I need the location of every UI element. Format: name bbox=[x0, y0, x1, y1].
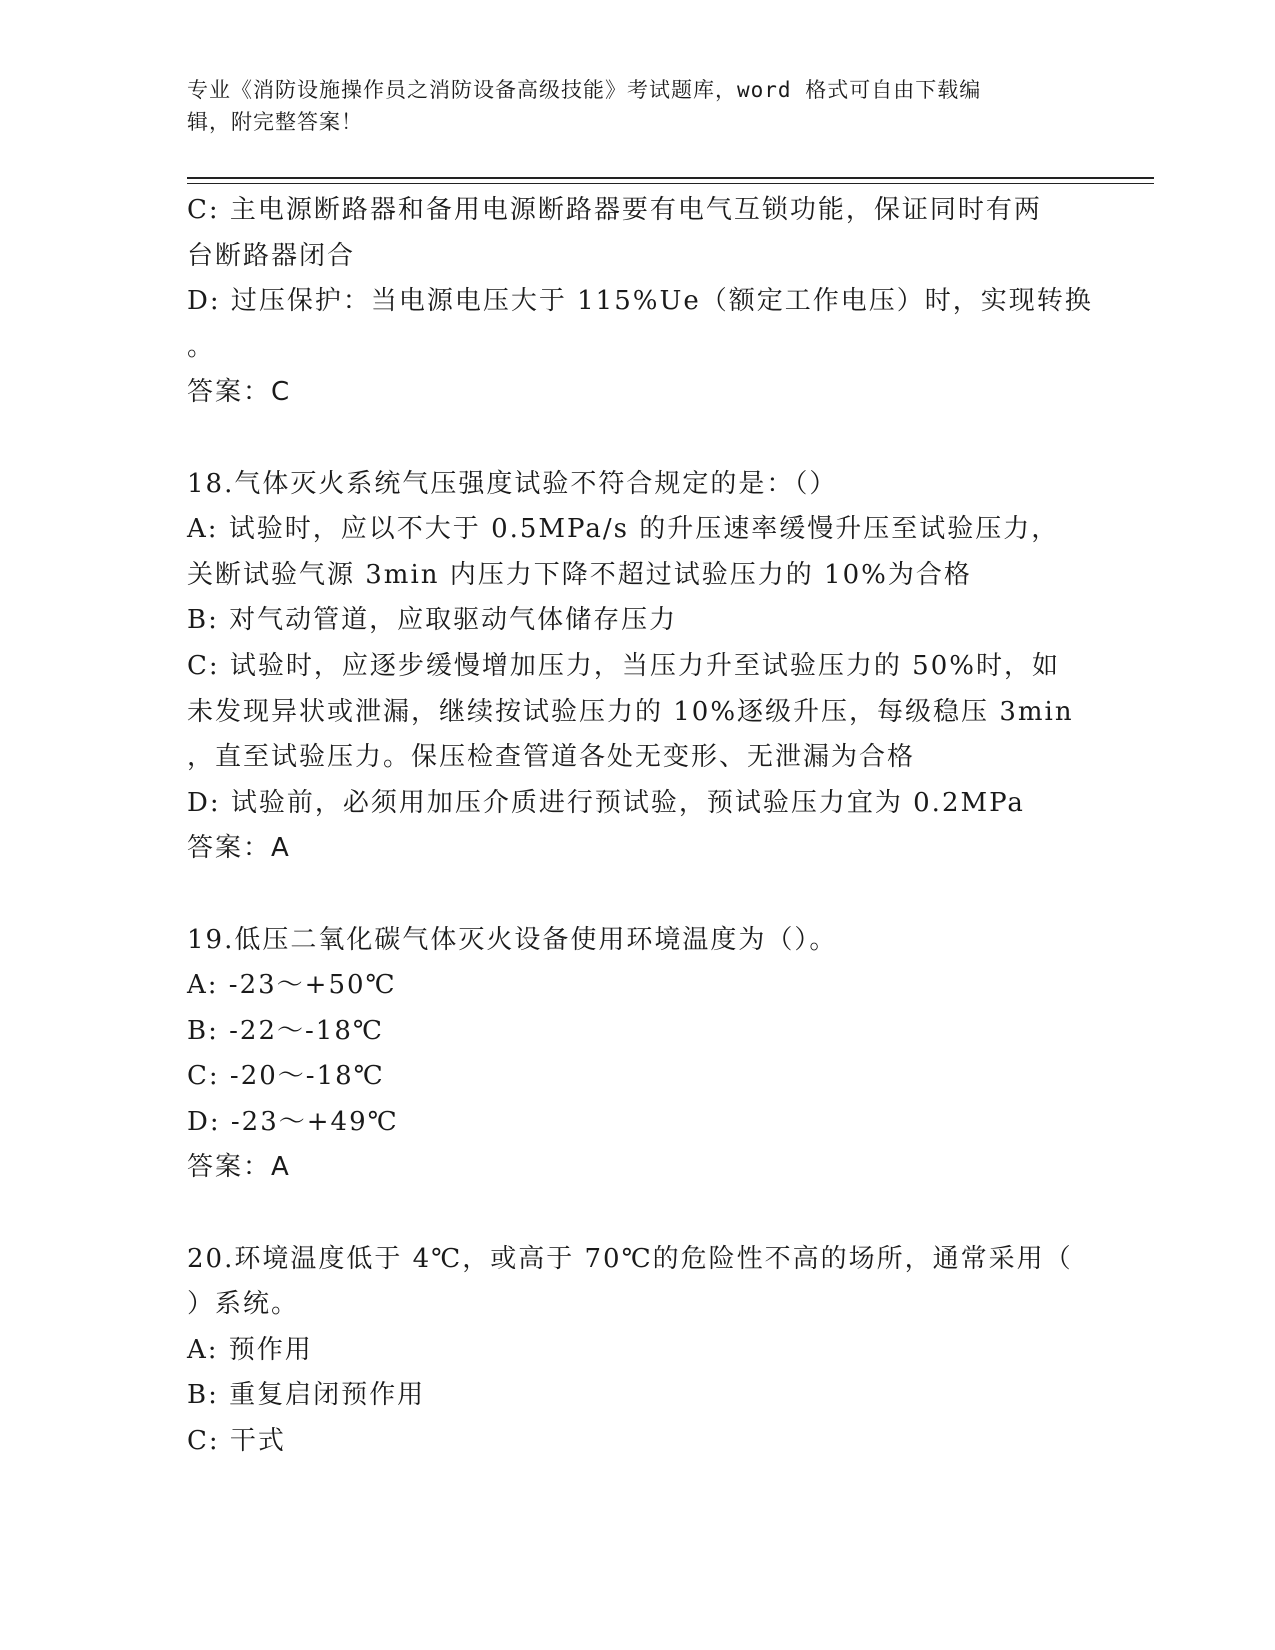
option-a: A: -23～+50℃ bbox=[187, 970, 397, 1001]
answer: 答案：A bbox=[187, 1152, 291, 1183]
option-a-line-1: A: 试验时，应以不大于 0.5MPa/s 的升压速率缓慢升压至试验压力， bbox=[187, 514, 1060, 545]
question-19 bbox=[187, 918, 1087, 1192]
option-c-line-3: ，直至试验压力。保压检查管道各处无变形、无泄漏为合格 bbox=[187, 742, 916, 773]
page-header bbox=[187, 74, 1067, 138]
header-line-2: 辑，附完整答案！ bbox=[187, 110, 363, 134]
question-text-line-1: 20.环境温度低于 4℃，或高于 70℃的危险性不高的场所，通常采用（ bbox=[187, 1243, 1073, 1274]
option-b: B: 对气动管道，应取驱动气体储存压力 bbox=[187, 605, 678, 636]
option-c: C: 干式 bbox=[187, 1426, 286, 1457]
spacer bbox=[187, 1191, 1087, 1237]
spacer bbox=[187, 872, 1087, 918]
option-c-line-2: 未发现异状或泄漏，继续按试验压力的 10%逐级升压，每级稳压 3min bbox=[187, 696, 1074, 727]
option-a-line-2: 关断试验气源 3min 内压力下降不超过试验压力的 10%为合格 bbox=[187, 559, 972, 590]
option-c: C: -20～-18℃ bbox=[187, 1061, 385, 1092]
option-b: B: -22～-18℃ bbox=[187, 1015, 384, 1046]
answer: 答案：C bbox=[187, 377, 292, 408]
question-20 bbox=[187, 1237, 1087, 1465]
question-text: 19.低压二氧化碳气体灭火设备使用环境温度为（）。 bbox=[187, 924, 838, 955]
option-d: D: -23～+49℃ bbox=[187, 1106, 399, 1137]
option-c-line-1: C: 试验时，应逐步缓慢增加压力，当压力升至试验压力的 50%时，如 bbox=[187, 650, 1060, 681]
question-18 bbox=[187, 462, 1087, 872]
question-text-line-2: ）系统。 bbox=[187, 1289, 300, 1320]
question-text: 18.气体灭火系统气压强度试验不符合规定的是：（） bbox=[187, 468, 838, 499]
answer: 答案：A bbox=[187, 833, 291, 864]
option-a: A: 预作用 bbox=[187, 1334, 313, 1365]
header-rule-thick bbox=[187, 177, 1154, 179]
option-b: B: 重复启闭预作用 bbox=[187, 1380, 426, 1411]
option-d: D: 试验前，必须用加压介质进行预试验，预试验压力宜为 0.2MPa bbox=[187, 787, 1025, 818]
header-line-1: 专业《消防设施操作员之消防设备高级技能》考试题库，word 格式可自由下载编 bbox=[187, 78, 982, 102]
option-d-line-1: D: 过压保护：当电源电压大于 115%Ue（额定工作电压）时，实现转换 bbox=[187, 286, 1093, 317]
question-17-continuation bbox=[187, 188, 1093, 416]
spacer bbox=[187, 416, 1087, 462]
option-c-line-1: C: 主电源断路器和备用电源断路器要有电气互锁功能，保证同时有两 bbox=[187, 195, 1042, 225]
option-c-line-2: 台断路器闭合 bbox=[187, 240, 356, 271]
header-rule-thin bbox=[187, 183, 1154, 184]
option-d-line-2: 。 bbox=[187, 331, 216, 362]
question-content bbox=[187, 188, 1093, 1465]
